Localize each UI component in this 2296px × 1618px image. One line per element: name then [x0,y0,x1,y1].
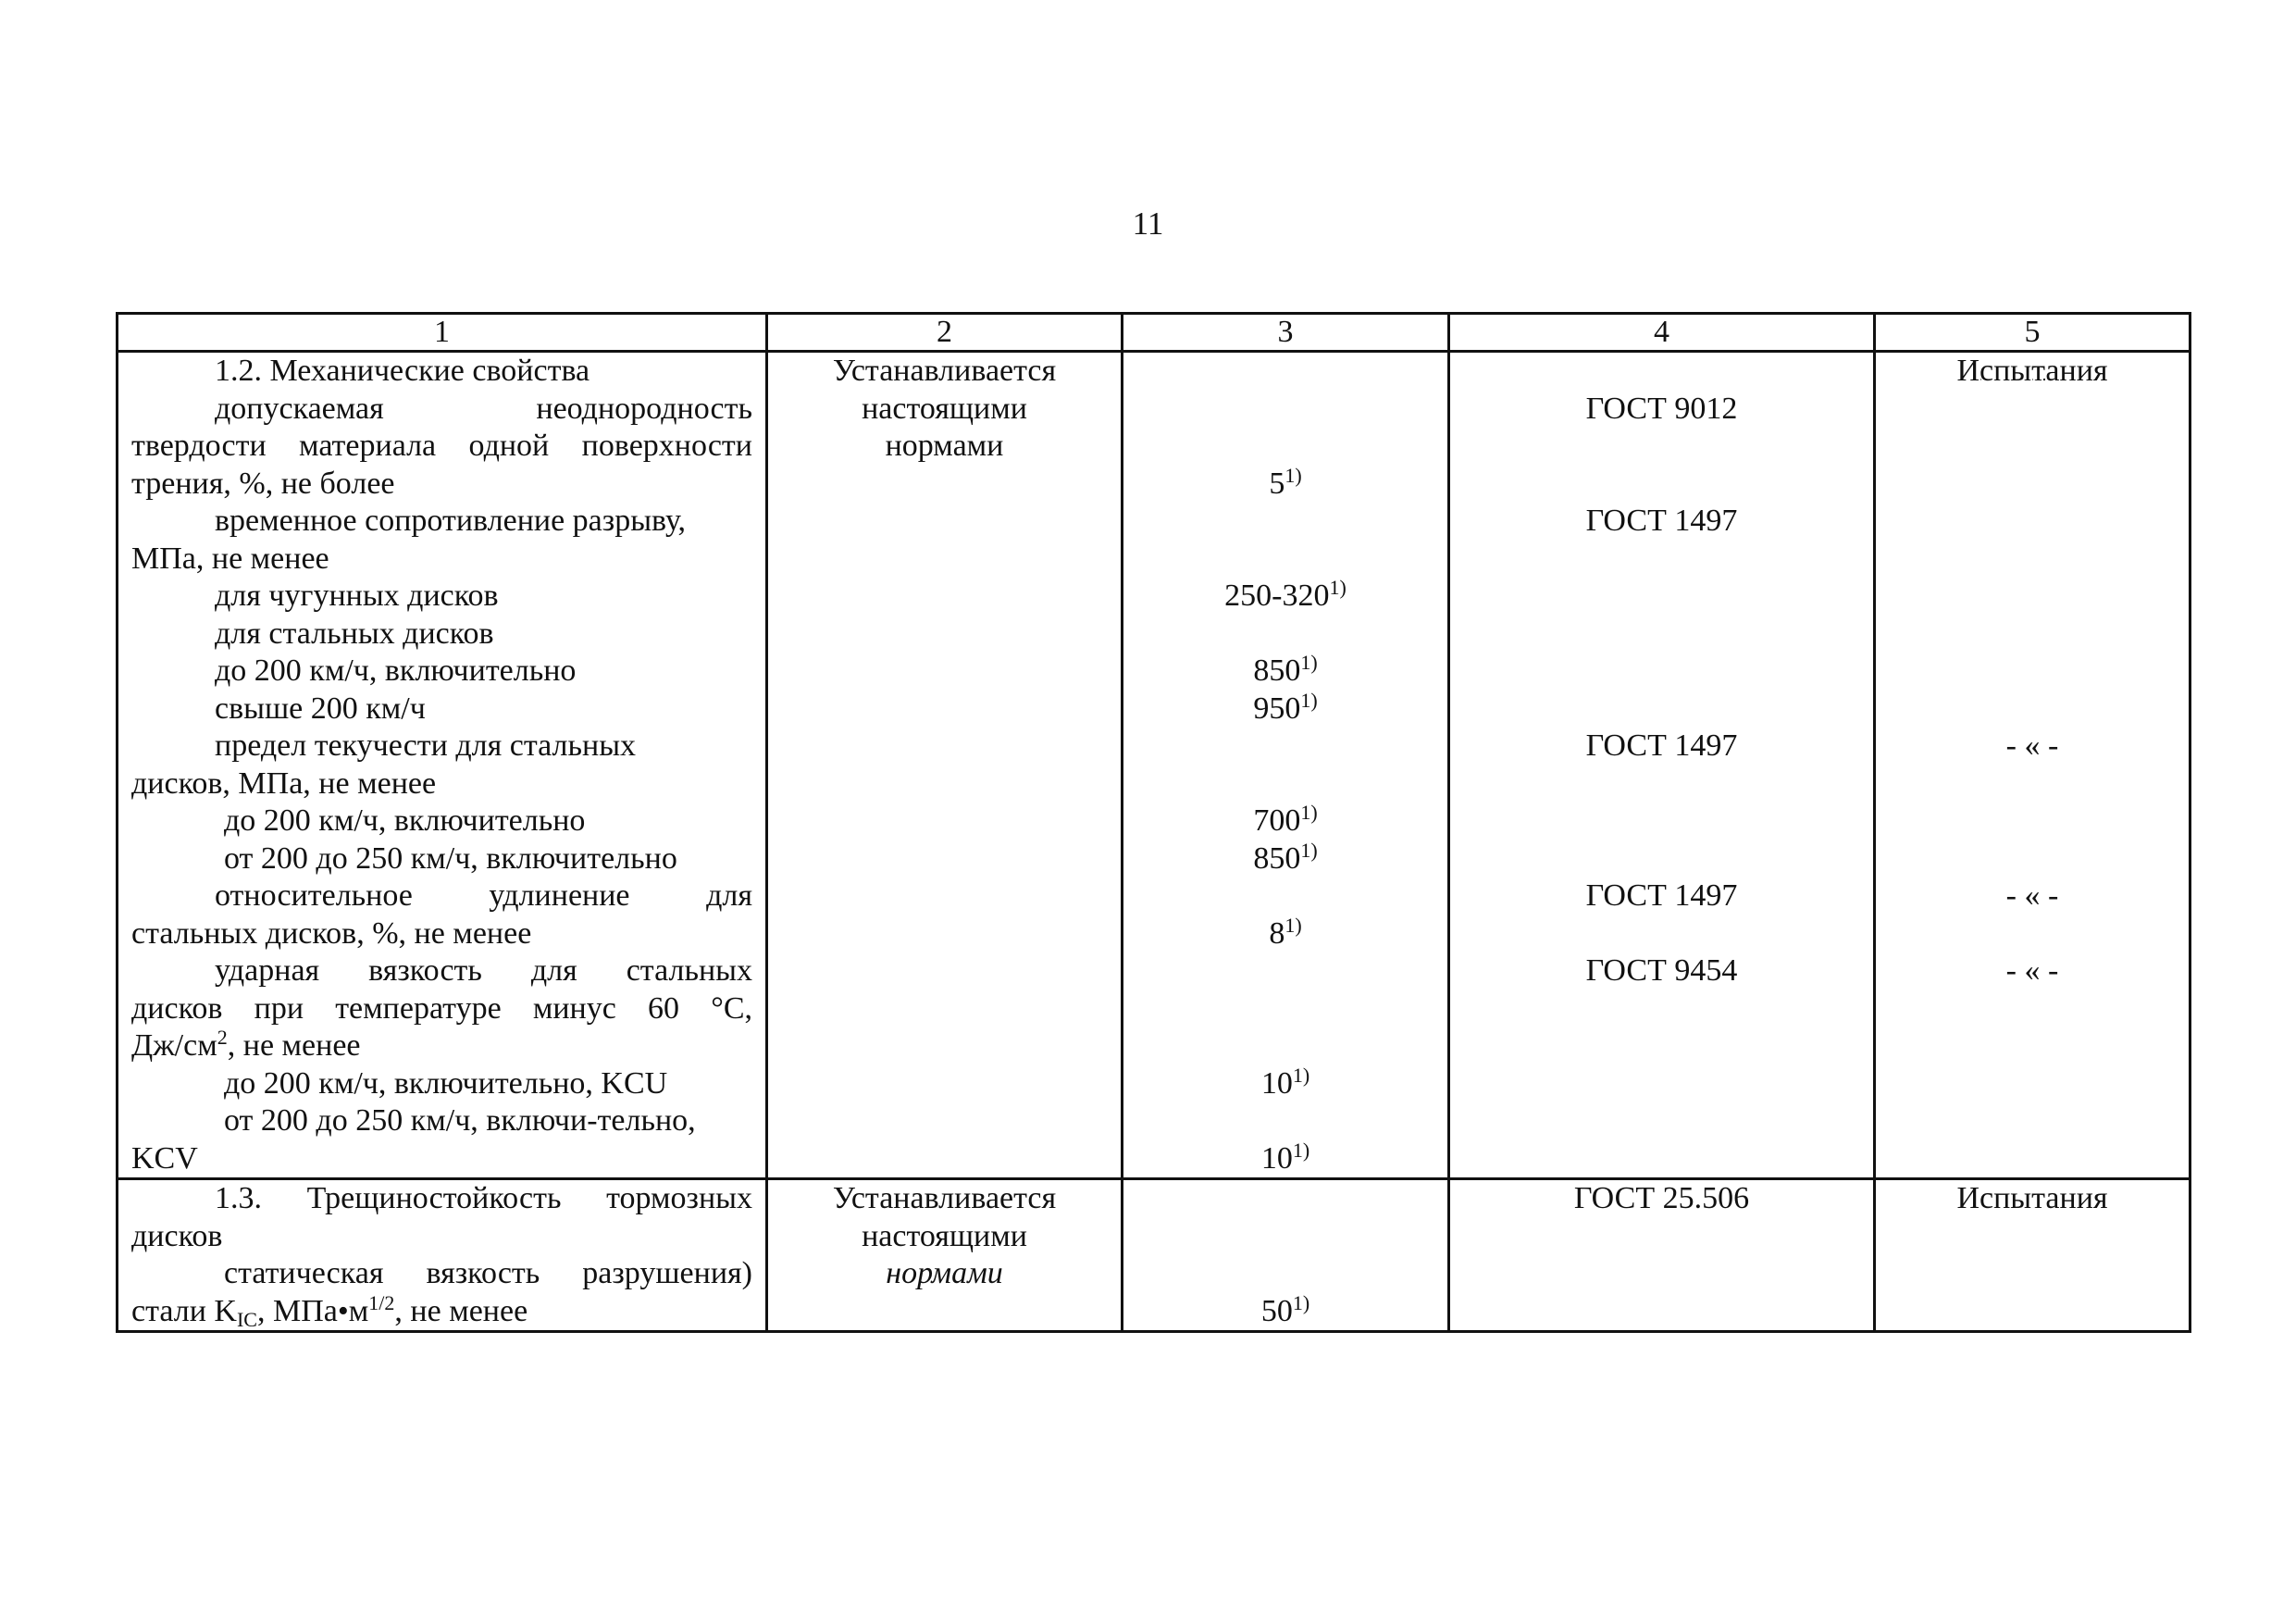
characteristic-line: статическая вязкость разрушения) [224,1256,752,1290]
characteristic-line [118,1027,765,1065]
footnote-mark: 1) [1300,651,1318,674]
value-line: 8$^{1)}$ [1269,913,1302,951]
value-line: 250-320$^{1)}$ [1224,576,1347,613]
method-line: ГОСТ 1497 [1585,504,1738,538]
characteristic-line: предел текучести для стальных [215,728,637,763]
value-line: 50$^{1)}$ [1260,1290,1310,1328]
control-type-cell [1875,352,2191,1179]
value-line: 850$^{1)}$ [1253,651,1318,688]
characteristic-line: временное сопротивление разрыву, [215,504,687,538]
method-cell [1449,1179,1875,1332]
requirement-line: Устанавливается [832,1181,1057,1215]
method-line: ГОСТ 25.506 [1573,1181,1750,1215]
value-line: 850$^{1)}$ [1253,838,1318,876]
column-header-4: 4 [1449,314,1875,352]
characteristic-line: до 200 км/ч, включительно, KCU [224,1065,668,1101]
column-header-2: 2 [767,314,1123,352]
footnote-mark: 1) [1285,913,1302,937]
method-line: ГОСТ 9012 [1585,391,1738,426]
characteristic-line: стали $K_{IC}$, $МПа•м^{1/2}$, не менее [131,1290,528,1331]
value-cell [1123,1179,1449,1332]
characteristic-line: для чугунных дисков [215,579,499,613]
column-header-5: 5 [1875,314,2191,352]
value-line: 700$^{1)}$ [1253,801,1318,838]
characteristic-line: ударная вязкость для стальных [215,953,752,988]
control-type-cell [1875,1179,2191,1332]
characteristic-line: от 200 до 250 км/ч, включи-тельно, [224,1103,696,1138]
requirement-line: нормами [885,429,1004,463]
characteristic-line: для стальных дисков [215,616,494,651]
characteristic-line: от 200 до 250 км/ч, включительно [224,840,677,876]
method-line: ГОСТ 1497 [1585,728,1738,763]
table-row-crack-resistance [118,1179,2191,1332]
subscript-ic: IC [236,1307,257,1331]
footnote-mark: 1) [1329,576,1347,599]
requirement-line: Устанавливается [832,354,1057,388]
column-header-3: 3 [1123,314,1449,352]
section-title: 1.2. Механические свойства [215,354,590,388]
footnote-mark: 1) [1300,688,1318,712]
control-type-line: Испытания [1956,1181,2108,1215]
footnote-mark: 1) [1292,1290,1310,1314]
value-line: 10$^{1)}$ [1260,1138,1310,1176]
table-row-mechanical-properties [118,352,2191,1179]
characteristic-line: KCV [131,1140,198,1176]
footnote-mark: 1) [1292,1138,1310,1162]
value-line: 10$^{1)}$ [1260,1063,1310,1101]
superscript-2: 2 [217,1026,228,1049]
characteristic-line: дисков [131,1218,223,1253]
column-number-row [118,314,2191,352]
unit-suffix: , не менее [227,1028,361,1063]
requirement-cell [767,1179,1123,1332]
characteristic-line: до 200 км/ч, включительно [215,653,577,688]
requirements-table [116,312,2191,1333]
section-title: 1.3. Трещиностойкость тормозных [215,1181,752,1215]
requirement-line: настоящими [862,391,1027,426]
characteristic-line: твердости материала одной поверхности [131,429,752,463]
characteristic-line: до 200 км/ч, включительно [224,803,586,838]
value-line: 950$^{1)}$ [1253,688,1318,726]
characteristic-line: трения, %, не более [131,466,395,501]
method-cell [1449,352,1875,1179]
requirement-line: нормами [886,1256,1003,1290]
ditto-mark: - « - [2005,728,2059,763]
characteristic-line: дисков при температуре минус 60 °С, [131,990,752,1026]
method-line: ГОСТ 1497 [1585,878,1738,913]
superscript-half: 1/2 [368,1290,395,1314]
characteristic-line: дисков, МПа, не менее [131,765,437,801]
requirement-line: настоящими [862,1218,1027,1253]
footnote-mark: 1) [1292,1063,1310,1087]
footnote-mark: 1) [1285,463,1302,487]
control-type-line: Испытания [1956,354,2108,388]
value-line: 5$^{1)}$ [1269,463,1302,501]
characteristic-cell [118,352,767,1179]
characteristic-line: допускаемая неоднородность [215,391,752,426]
characteristic-line: МПа, не менее [131,541,329,576]
footnote-mark: 1) [1300,801,1318,824]
characteristic-cell [118,1179,767,1332]
requirement-cell [767,352,1123,1179]
ditto-mark: - « - [2005,953,2059,988]
column-header-1: 1 [118,314,767,352]
value-cell [1123,352,1449,1179]
ditto-mark: - « - [2005,878,2059,913]
characteristic-line: относительное удлинение для [215,878,752,913]
characteristic-line: стальных дисков, %, не менее [131,915,532,951]
unit-text: Дж/см [131,1028,217,1063]
footnote-mark: 1) [1300,838,1318,862]
page-number: 11 [1132,205,1164,242]
characteristic-line: свыше 200 км/ч [215,691,426,726]
method-line: ГОСТ 9454 [1585,953,1738,988]
